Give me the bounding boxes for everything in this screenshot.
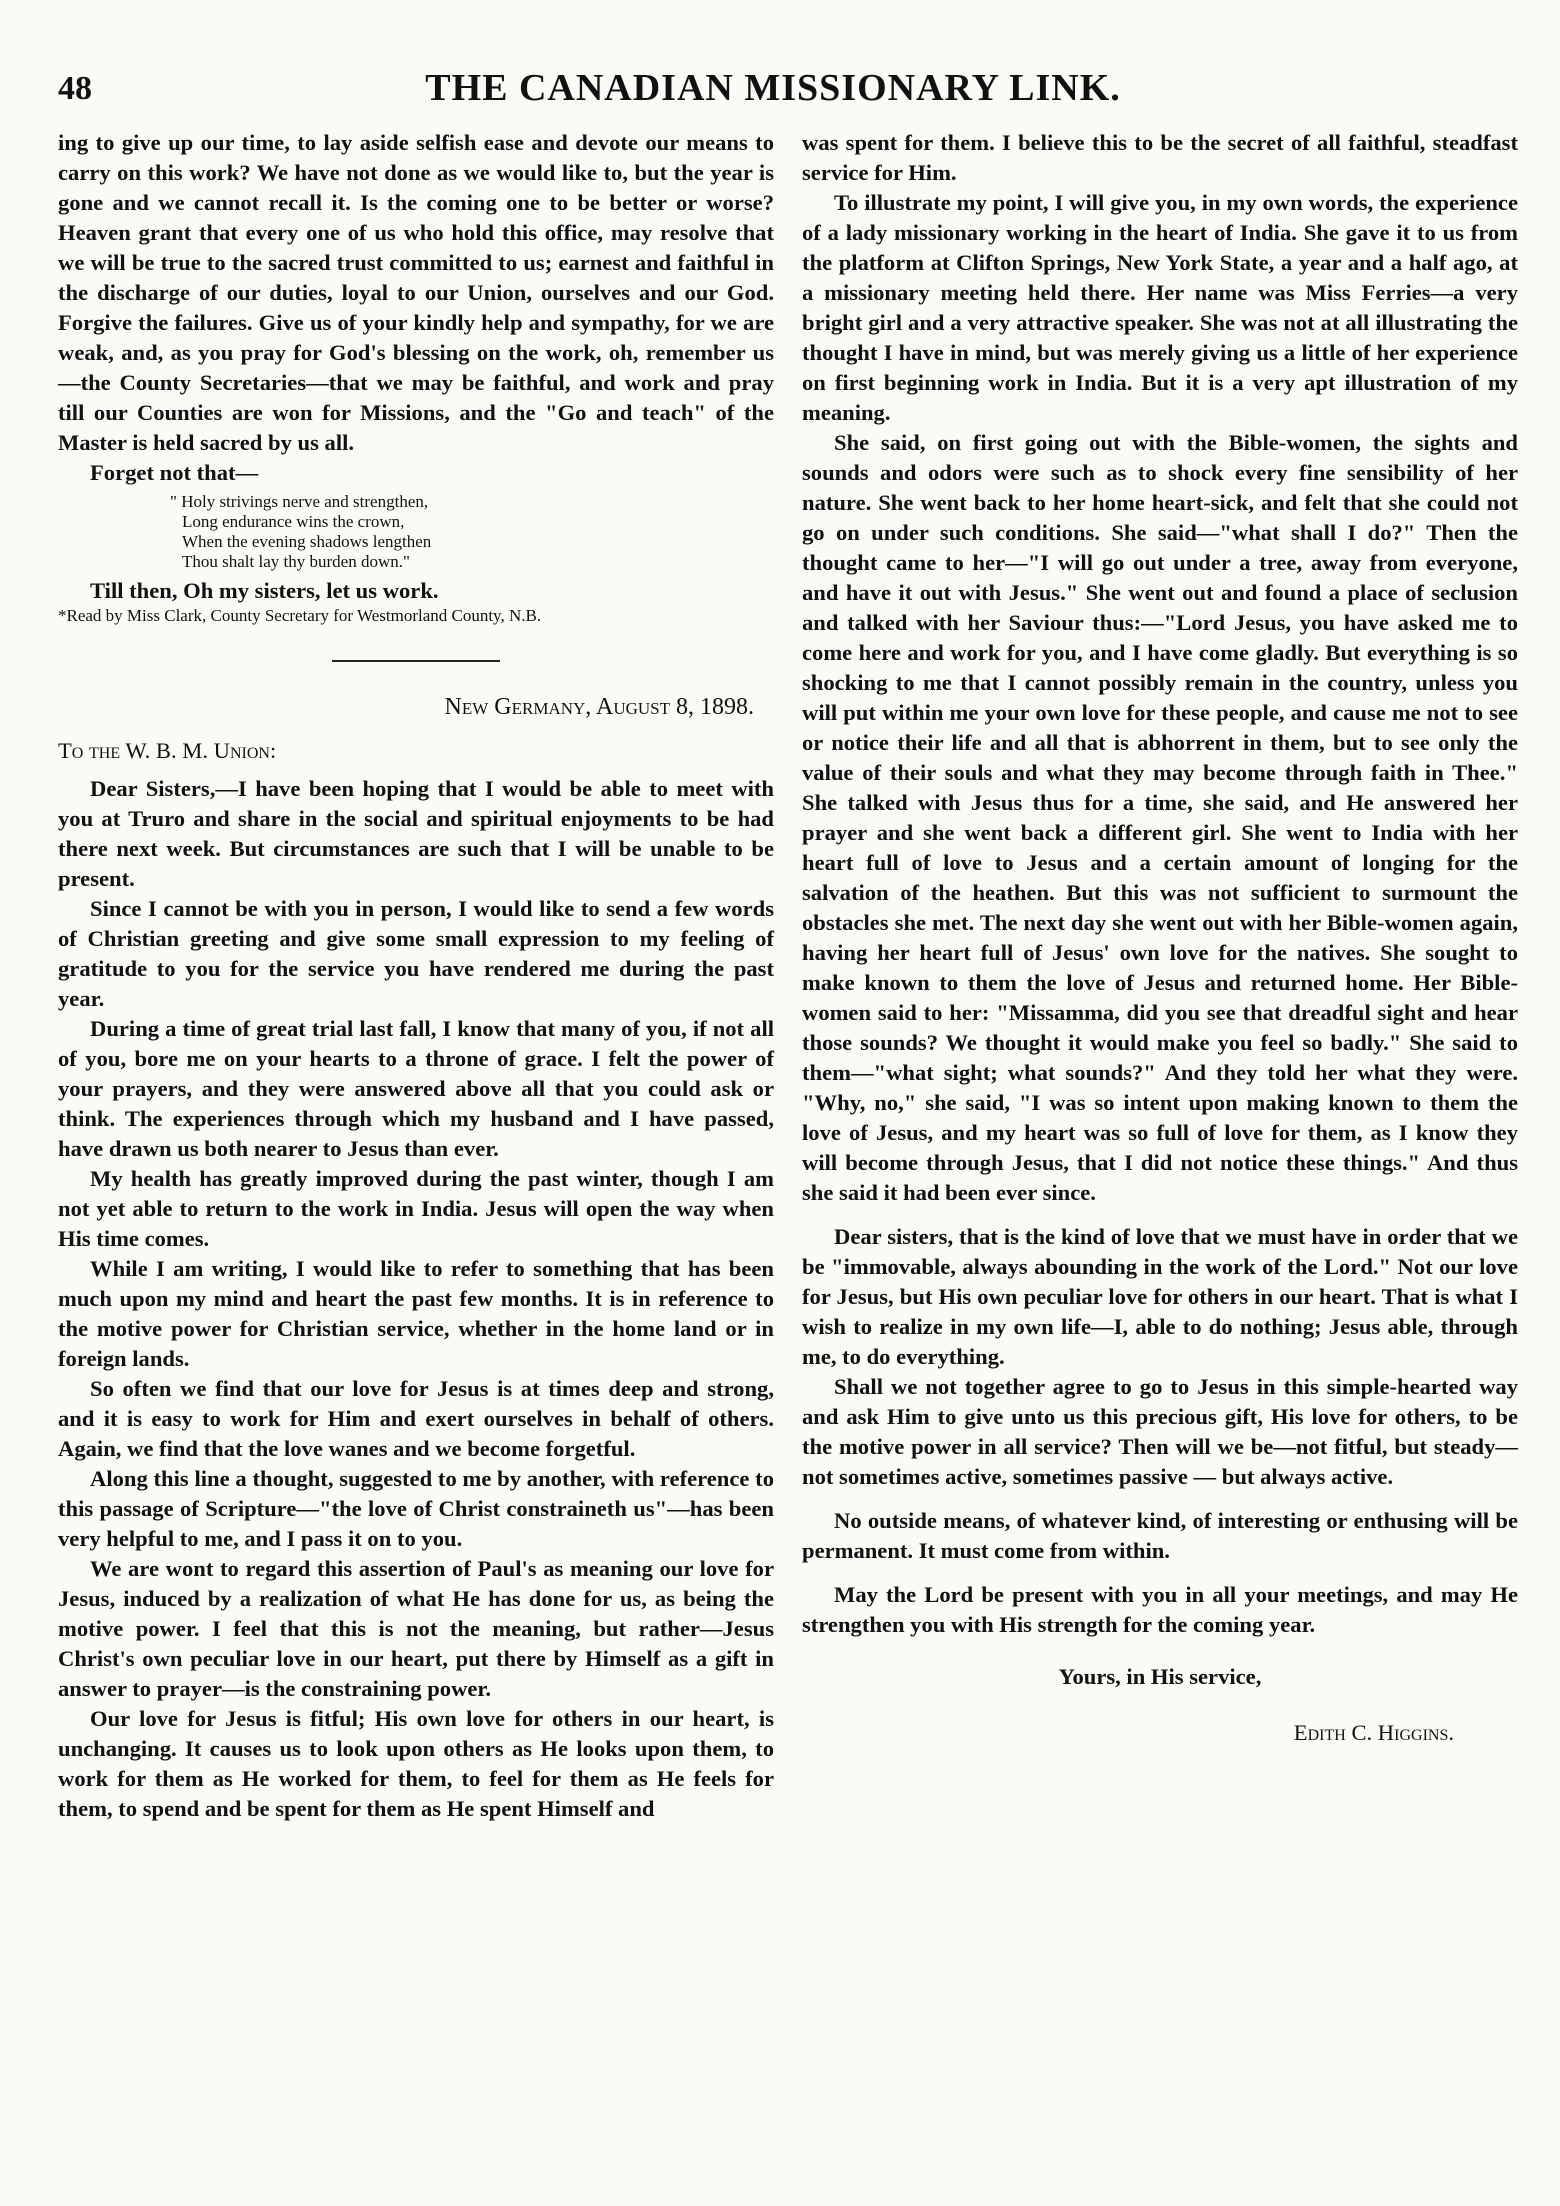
paragraph: Along this line a thought, suggested to me by another, with reference to this passage of Scripture—"the love of Christ constraineth us"—has been very helpful to me, and I pass it on to you. (58, 1466, 774, 1551)
paragraph: May the Lord be present with you in all your meetings, and may He strengthen you with His strength for the coming year. (802, 1582, 1518, 1637)
letter-salutation: To the W. B. M. Union: (58, 738, 277, 763)
letter-closing: Yours, in His service, (1058, 1664, 1262, 1689)
paragraph: Dear sisters, that is the kind of love that we must have in order that we be "immovable, always abounding in the work of the Lord." Not our love for Jesus, but His own peculiar love for others in our heart. That is what I wish to realize in my own life—I, able to do nothing; Jesus able, through me, to do everything. (802, 1224, 1518, 1369)
poem-line: " Holy strivings nerve and strengthen, (170, 492, 429, 511)
paragraph: My health has greatly improved during the past winter, though I am not yet able to return to the work in India. Jesus will open the way when His time comes. (58, 1166, 774, 1251)
paragraph: While I am writing, I would like to refer to something that has been much upon my mind and heart the past few months. It is in reference to the motive power for Christian service, whether in the home land or in foreign lands. (58, 1256, 774, 1371)
paragraph: Forget not that— (90, 460, 259, 485)
paragraph: Shall we not together agree to go to Jesus in this simple-hearted way and ask Him to give unto us this precious gift, His love for others, to be the motive power in all service? Then will we be—not fitful, but steady—not sometimes active, sometimes passive — but always active. (802, 1374, 1518, 1489)
page-number: 48 (58, 70, 92, 107)
paragraph: Our love for Jesus is fitful; His own love for others in our heart, is unchanging. It causes us to look upon others as He looks upon them, to work for them as He worked for them, to feel for them as He feels for them, to spend and be spent for them as He spent Himself and (58, 1706, 774, 1821)
paragraph: No outside means, of whatever kind, of interesting or enthusing will be permanent. It must come from within. (802, 1508, 1518, 1563)
poem-line: When the evening shadows lengthen (182, 532, 432, 551)
letter-dateline: New Germany, August 8, 1898. (444, 694, 754, 720)
footnote: *Read by Miss Clark, County Secretary for Westmorland County, N.B. (58, 606, 542, 625)
paragraph: To illustrate my point, I will give you, in my own words, the experience of a lady missionary working in the heart of India. She gave it to us from the platform at Clifton Springs, New York State, a year and a half ago, at a missionary meeting held there. Her name was Miss Ferries—a very bright girl and a very attractive speaker. She was not at all illustrating the thought I have in mind, but was merely giving us a little of her experience on first beginning work in India. But it is a very apt illustration of my meaning. (802, 190, 1518, 425)
paragraph: Dear Sisters,—I have been hoping that I would be able to meet with you at Truro and share in the social and spiritual enjoyments to be had there next week. But circumstances are such that I will be unable to be present. (58, 776, 774, 891)
page-header (58, 62, 1488, 112)
poem-line: Long endurance wins the crown, (182, 512, 405, 531)
paragraph: Till then, Oh my sisters, let us work. (90, 578, 439, 603)
right-column (802, 128, 1518, 1748)
paragraph: was spent for them. I believe this to be the secret of all faithful, steadfast service for Him. (802, 130, 1518, 185)
paragraph: During a time of great trial last fall, I know that many of you, if not all of you, bore me on your hearts to a throne of grace. I felt the power of your prayers, and they were answered above all that you could ask or think. The experiences through which my husband and I have passed, have drawn us both nearer to Jesus than ever. (58, 1016, 774, 1161)
paragraph: Since I cannot be with you in person, I would like to send a few words of Christian greeting and give some small expression to my feeling of gratitude to you for the service you have rendered me during the past year. (58, 896, 774, 1011)
left-column (58, 128, 774, 1824)
poem-stanza (170, 492, 774, 572)
letter-signature: Edith C. Higgins. (1293, 1720, 1454, 1745)
paragraph: We are wont to regard this assertion of Paul's as meaning our love for Jesus, induced by a realization of what He has done for us, as being the motive power. I feel that this is not the meaning, but rather—Jesus Christ's own peculiar love in our heart, put there by Himself as a gift in answer to prayer—is the constraining power. (58, 1556, 774, 1701)
paragraph: So often we find that our love for Jesus is at times deep and strong, and it is easy to work for Him and exert ourselves in behalf of others. Again, we find that the love wanes and we become forgetful. (58, 1376, 774, 1461)
paragraph: She said, on first going out with the Bible-women, the sights and sounds and odors were such as to shock every fine sensibility of her nature. She went back to her home heart-sick, and felt that she could not go on under such conditions. She said—"what shall I do?" Then the thought came to her—"I will go out under a tree, away from everyone, and have it out with Jesus." She went out and found a place of seclusion and talked with her Saviour thus:—"Lord Jesus, you have asked me to come here and work for you, and I have come gladly. But everything is so shocking to me that I cannot possibly remain in the country, unless you will put within me your own love for these people, and cause me not to see or notice their life and all that is abhorrent in them, but to see only the value of their souls and what they may become through faith in Thee." She talked with Jesus thus for a time, she said, and He answered her prayer and she went back a different girl. She went to India with her heart full of love to Jesus and a certain amount of longing for the salvation of the heathen. But this was not sufficient to surmount the obstacles she met. The next day she went out with her Bible-women again, having her heart full of Jesus' own love for the natives. She sought to make known to them the love of Jesus and returned home. Her Bible-women said to her: "Missamma, did you see that dreadful sight and hear those sounds? We thought it would make you feel so badly." She said to them—"what sight; what sounds?" And they told her what they were. "Why, no," she said, "I was so intent upon making known to them the love of Jesus, and my heart was so full of love for them, as I know they will become through Jesus, that I did not notice these things." And thus she said it had been ever since. (802, 430, 1518, 1205)
paragraph: ing to give up our time, to lay aside selfish ease and devote our means to carry on this work? We have not done as we would like to, but the year is gone and we cannot recall it. Is the coming one to be better or worse? Heaven grant that every one of us who hold this office, may resolve that we will be true to the sacred trust committed to us; earnest and faithful in the discharge of our duties, loyal to our Union, ourselves and our God. Forgive the failures. Give us of your kindly help and sympathy, for we are weak, and, as you pray for God's blessing on the work, oh, remember us—the County Secretaries—that we may be faithful, and work and pray till our Counties are won for Missions, and the "Go and teach" of the Master is held sacred by us all. (58, 130, 774, 455)
journal-title: THE CANADIAN MISSIONARY LINK. (425, 67, 1121, 109)
poem-line: Thou shalt lay thy burden down." (182, 552, 410, 571)
section-divider (332, 660, 500, 662)
